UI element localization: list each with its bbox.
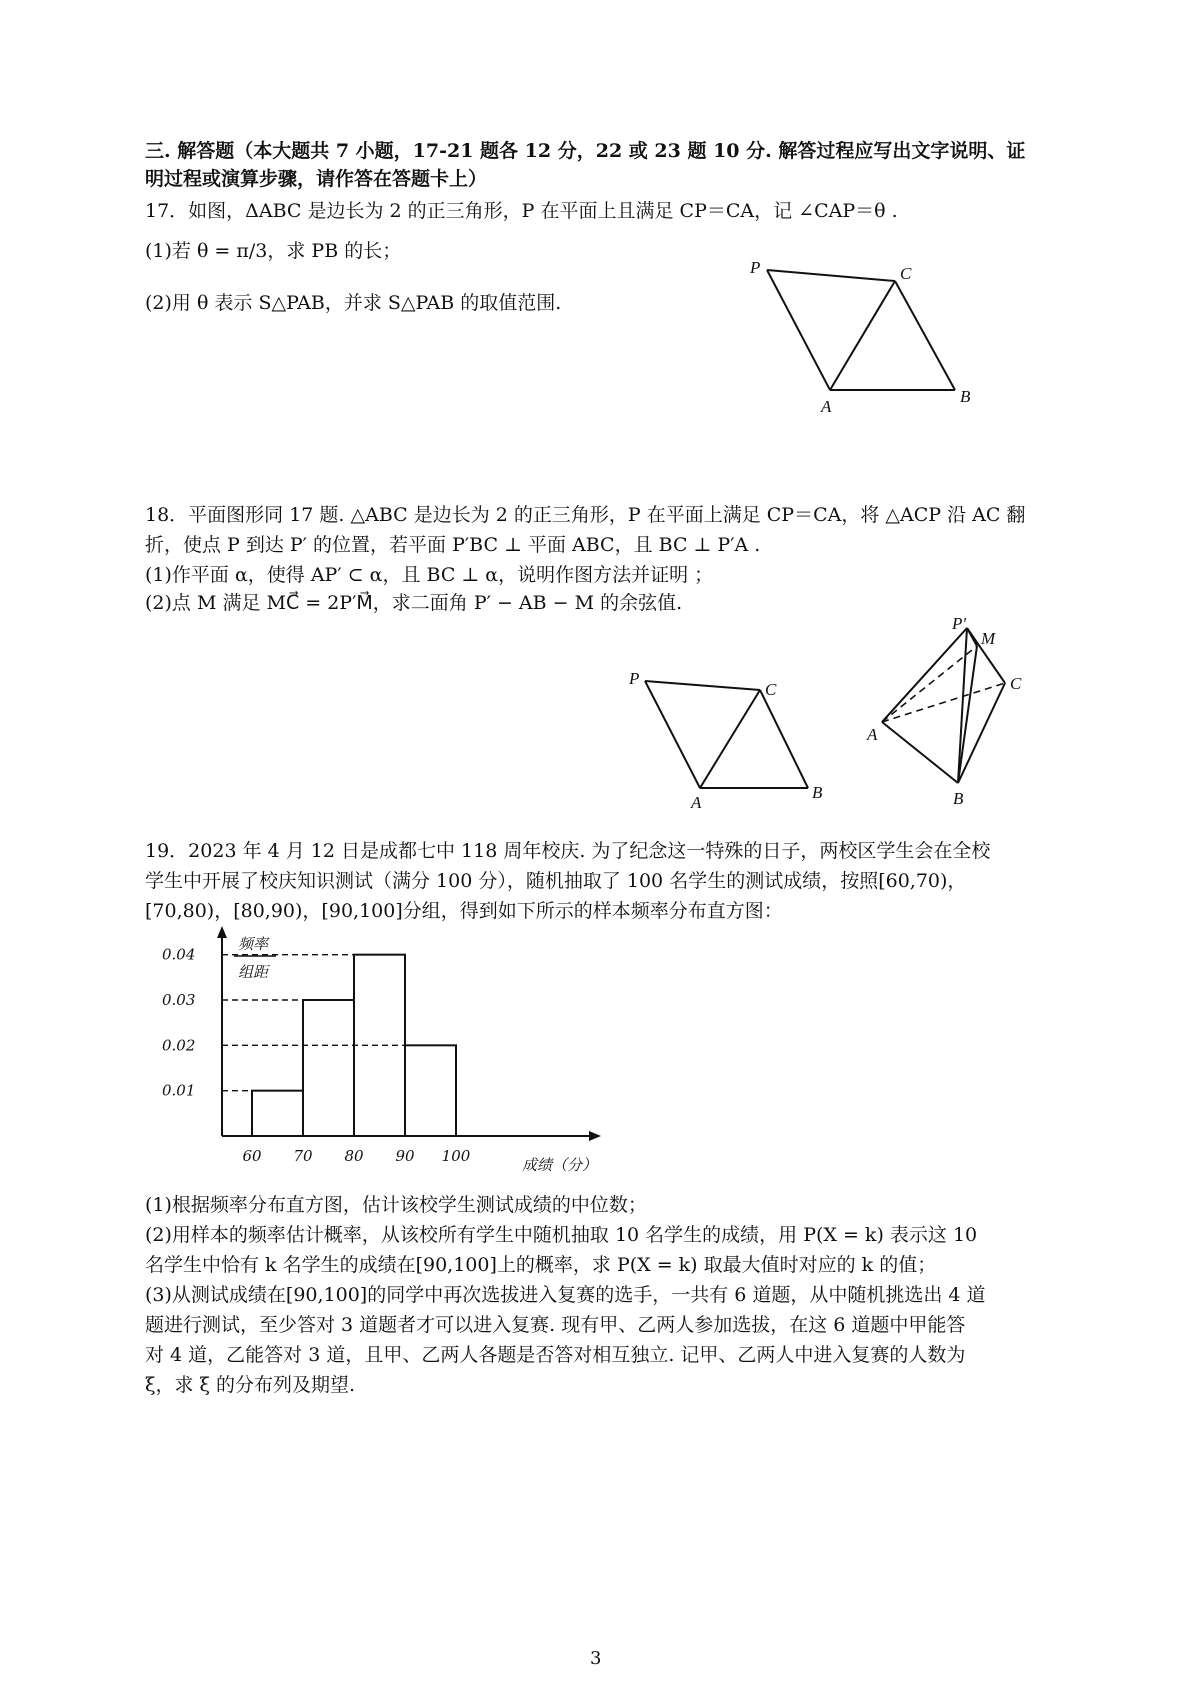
q18-label-p: P [629,669,640,688]
q19-part1: (1)根据频率分布直方图，估计该校学生测试成绩的中位数； [145,1194,647,1216]
q19-part3-line-4: ξ，求 ξ 的分布列及期望. [145,1374,356,1396]
page-number: 3 [590,1648,602,1669]
y-tick-label: 0.01 [162,1081,196,1100]
x-tick-label: 80 [344,1147,364,1165]
histogram-bar [252,1091,303,1136]
q19-stem-line-1: 19．2023 年 4 月 12 日是成都七中 118 周年校庆. 为了纪念这一特殊的日子，两校区学生会在全校 [145,840,991,862]
q18-label-b-solid: B [953,789,964,808]
section-title-line-2: 明过程或演算步骤，请作答在答题卡上） [145,168,488,190]
q17-label-c: C [900,264,912,283]
q19-stem-line-3: [70,80)，[80,90)，[90,100]分组，得到如下所示的样本频率分布直方图： [145,900,783,922]
q18-label-a: A [691,793,702,812]
q19-part3-line-3: 对 4 道，乙能答对 3 道，且甲、乙两人各题是否答对相互独立. 记甲、乙两人中进入复赛的人数为 [145,1344,966,1366]
x-axis-arrow [589,1131,601,1141]
q18-label-b: B [812,783,823,802]
y-tick-label: 0.03 [162,991,196,1009]
q18-label-a-solid: A [867,725,878,744]
q19-stem-line-2: 学生中开展了校庆知识测试（满分 100 分），随机抽取了 100 名学生的测试成绩，按照[60,70)， [145,870,967,892]
q19-part3-line-1: (3)从测试成绩在[90,100]的同学中再次选拔进入复赛的选手，一共有 6 道题，从中随机挑选出 4 道 [145,1284,986,1306]
histogram-bar [303,1000,354,1136]
q19-part2-line-1: (2)用样本的频率估计概率，从该校所有学生中随机抽取 10 名学生的成绩，用 P(X = k) 表示这 10 [145,1224,978,1246]
q18-label-c-solid: C [1010,674,1022,693]
q17-label-b: B [960,387,971,406]
q18-stem-line-2: 折，使点 P 到达 P′ 的位置，若平面 P′BC ⊥ 平面 ABC，且 BC ⊥ P′A . [145,534,761,556]
q18-plane-figure [625,665,835,815]
q19-part3-line-2: 题进行测试，至少答对 3 道题者才可以进入复赛. 现有甲、乙两人参加选拔，在这 6 道题中甲能答 [145,1314,966,1336]
x-tick-label: 100 [441,1147,471,1165]
y-tick-label: 0.04 [162,945,196,964]
x-axis-label: 成绩（分） [522,1156,598,1172]
q18-solid-figure [860,610,1050,810]
q18-label-c: C [765,680,777,699]
histogram-bar [405,1045,456,1136]
q17-label-p: P [750,258,761,277]
q18-part1: (1)作平面 α，使得 AP′ ⊂ α，且 BC ⊥ α，说明作图方法并证明 ； [145,564,714,586]
q18-label-p-prime: P′ [952,614,967,633]
section-title-line-1: 三. 解答题（本大题共 7 小题，17-21 题各 12 分，22 或 23 题 10 分. 解答过程应写出文字说明、证 [145,140,1026,162]
x-tick-label: 70 [293,1147,313,1165]
x-tick-label: 90 [395,1147,415,1165]
x-tick-label: 60 [242,1147,262,1165]
q18-label-m: M [981,629,996,648]
y-tick-label: 0.02 [162,1036,196,1055]
q17-part1: (1)若 θ = π/3，求 PB 的长； [145,240,402,262]
q17-rhombus-figure [745,255,980,420]
q17-stem: 17．如图，ΔABC 是边长为 2 的正三角形，P 在平面上且满足 CP＝CA，记 ∠CAP＝θ . [145,200,898,222]
q17-label-a: A [821,397,832,416]
y-axis-arrow [217,926,227,938]
y-axis-label-top: 频率 [238,935,269,953]
q19-part2-line-2: 名学生中恰有 k 名学生的成绩在[90,100]上的概率，求 P(X = k) 取最大值时对应的 k 的值； [145,1254,937,1276]
q18-part2: (2)点 M 满足 MC⃗ = 2P′M⃗，求二面角 P′ − AB − M 的余弦值. [145,592,683,614]
frequency-histogram [160,922,620,1172]
y-axis-label-bottom: 组距 [238,963,269,981]
q18-stem-line-1: 18．平面图形同 17 题. △ABC 是边长为 2 的正三角形，P 在平面上满足 CP＝CA，将 △ACP 沿 AC 翻 [145,504,1026,526]
q17-part2: (2)用 θ 表示 S△PAB，并求 S△PAB 的取值范围. [145,292,562,314]
